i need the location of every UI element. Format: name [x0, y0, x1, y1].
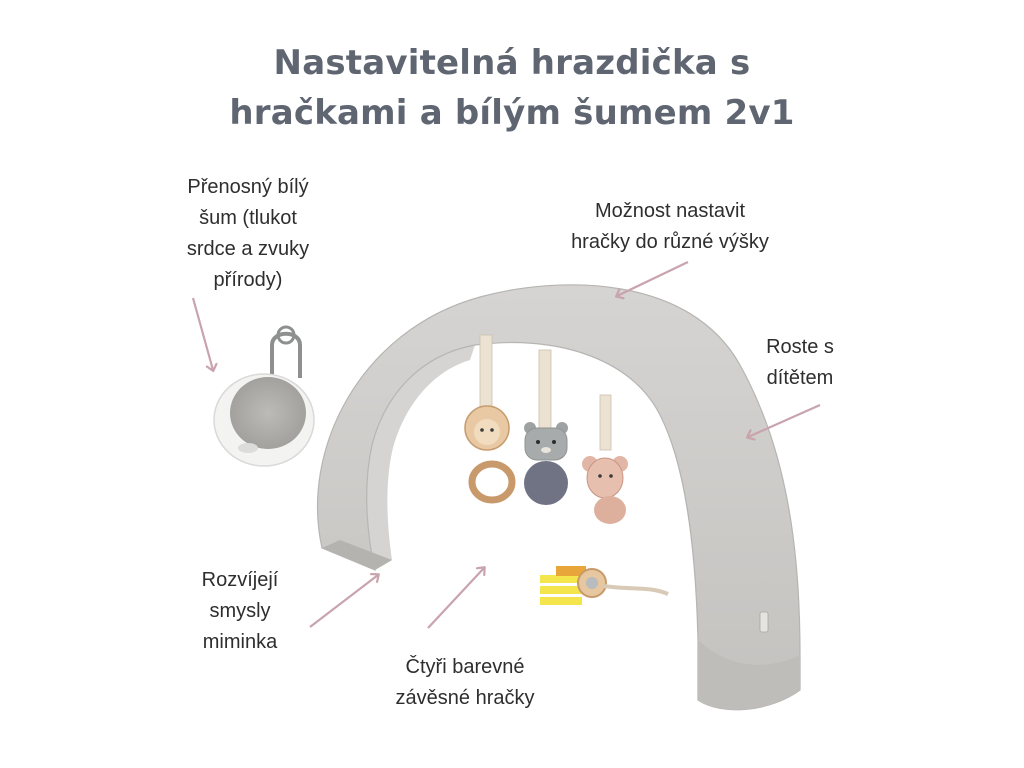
white-noise-device-icon [214, 327, 314, 466]
crinkle-toy-icon [540, 566, 668, 605]
arrow-adjust-height [617, 262, 688, 296]
label-toys: Čtyři barevné závěsné hračky [395, 656, 535, 709]
arrow-senses [310, 575, 378, 627]
label-senses: Rozvíjejí smysly miminka [201, 569, 279, 653]
title-line-2: hračkami a bílým šumem 2v1 [229, 93, 795, 133]
label-adjust-height: Možnost nastavit hračky do různé výšky [571, 200, 769, 253]
label-white-noise: Přenosný bílý šum (tlukot srdce a zvuky přírody) [186, 176, 310, 291]
bear-toy-icon [524, 350, 568, 505]
label-grows: Roste s dítětem [766, 336, 834, 389]
title-line-1: Nastavitelná hrazdička s [273, 43, 751, 83]
arrow-toys [428, 568, 484, 628]
koala-toy-icon [582, 395, 628, 524]
arrow-white-noise [193, 298, 213, 370]
lion-toy-icon [465, 335, 512, 500]
